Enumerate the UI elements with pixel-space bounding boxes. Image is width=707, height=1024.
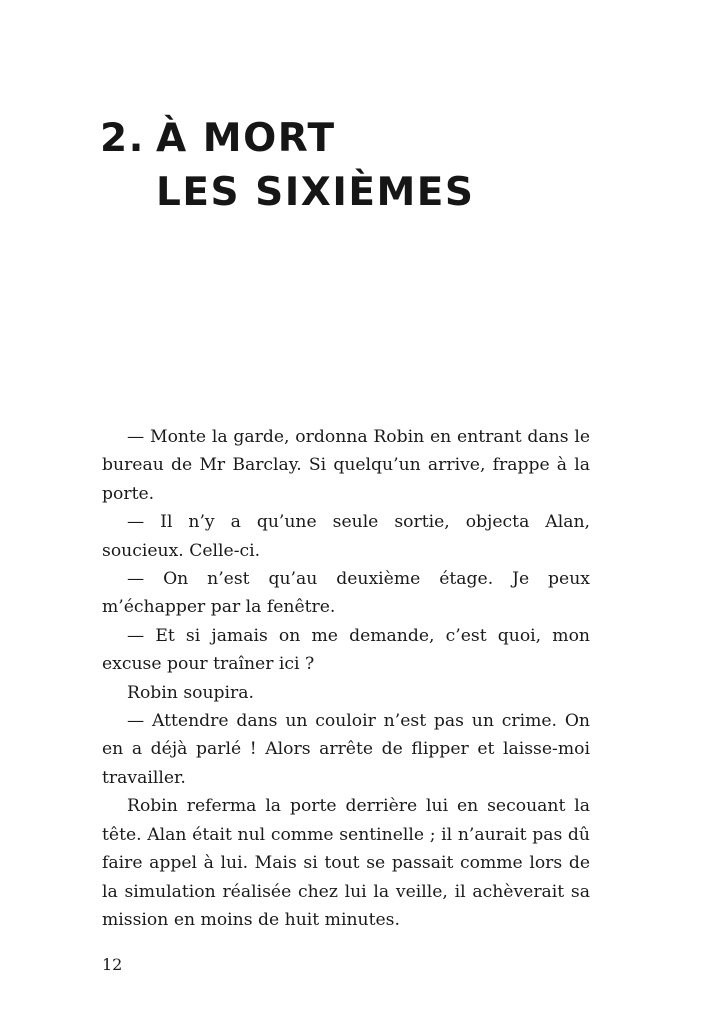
paragraph: — Et si jamais on me demande, c’est quoi, mon excuse pour traîner ici ? — [102, 625, 590, 675]
paragraph: — Il n’y a qu’une seule sortie, objecta Alan, soucieux. Celle-ci. — [102, 512, 590, 561]
paragraph: — On n’est qu’au deuxième étage. Je peux m’échapper par la fenêtre. — [102, 569, 590, 618]
chapter-number: 2. — [100, 116, 145, 161]
paragraph: — Attendre dans un couloir n’est pas un crime. On en a déjà parlé ! Alors arrête de flipper et laisse-moi travailler. — [102, 711, 590, 788]
paragraph: Robin referma la porte derrière lui en secouant la tête. Alan était nul comme sentinelle ; il n’aurait pas dû faire appel à lui. Mais si tout se passait comme lors de la simulation réalisée chez lui la veille, il achèverait sa mission en moins de huit minutes. — [102, 796, 590, 930]
chapter-title-text-1: À MORT — [156, 116, 336, 161]
chapter-body — [102, 423, 590, 934]
chapter-title — [100, 112, 475, 220]
chapter-title-line-1 — [100, 112, 475, 166]
page-number: 12 — [102, 955, 123, 974]
paragraph: — Monte la garde, ordonna Robin en entrant dans le bureau de Mr Barclay. Si quelqu’un arrive, frappe à la porte. — [102, 427, 590, 504]
paragraph: Robin soupira. — [127, 682, 254, 703]
chapter-title-line-2: LES SIXIÈMES — [156, 170, 475, 215]
